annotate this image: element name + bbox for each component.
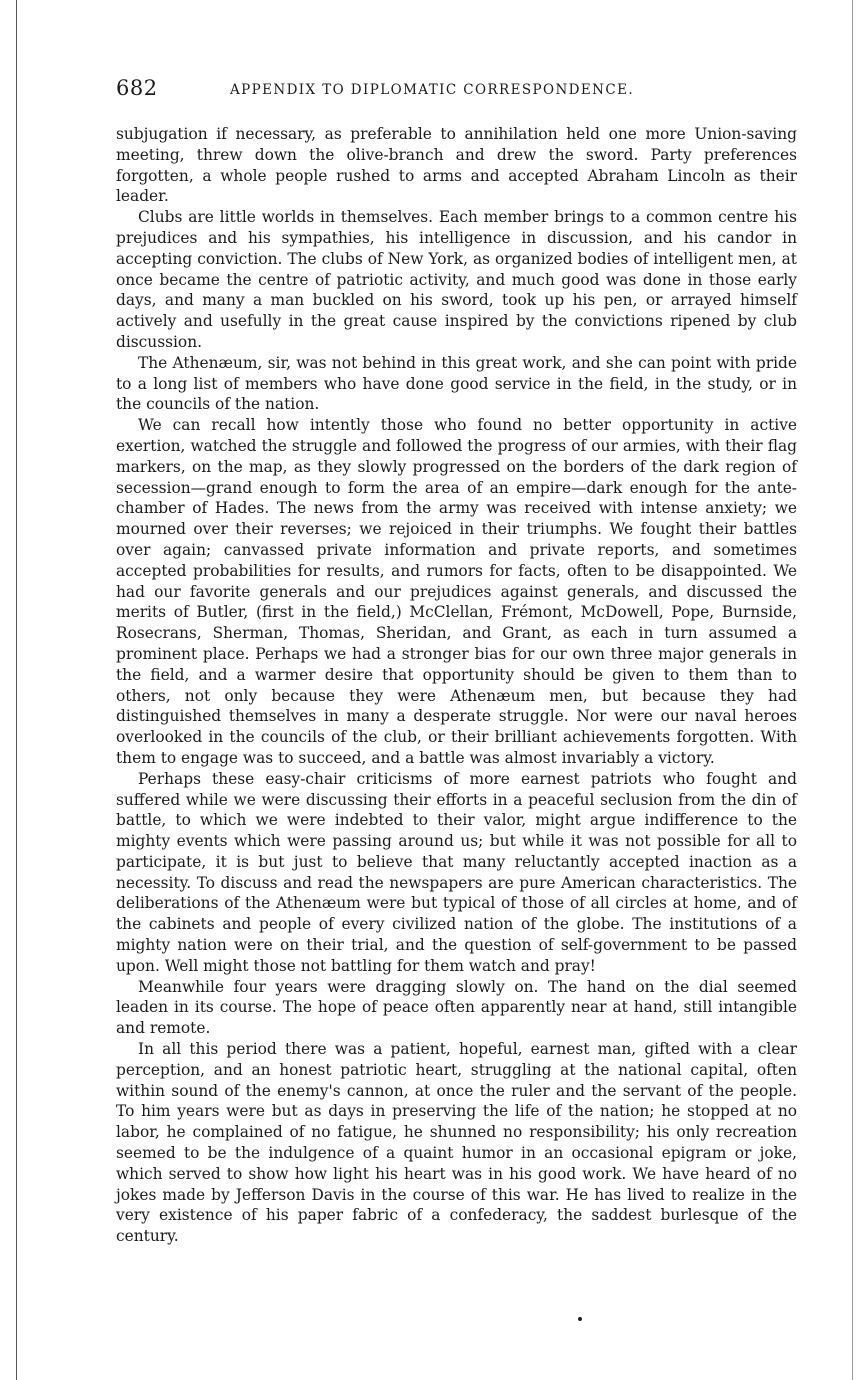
page-edge-rule-right — [852, 0, 853, 1380]
page-header — [116, 76, 816, 104]
body-text — [116, 124, 797, 1247]
running-title: APPENDIX TO DIPLOMATIC CORRESPONDENCE. — [230, 82, 635, 98]
paragraph: subjugation if necessary, as preferable to annihilation held one more Union-saving meeting, threw down the olive-branch and drew the sword. Party preferences forgotten, a whole people rushed to arms and accepted Abraham Lincoln as their leader. — [116, 125, 797, 206]
paragraph: We can recall how intently those who found no better opportunity in active exertion, watched the struggle and followed the progress of our armies, with their flag markers, on the map, as they slowly progressed on the borders of the dark region of secession—grand enough to form the area of an empire—dark enough for the ante-chamber of Hades. The news from the army was received with intense anxiety; we mourned over their reverses; we rejoiced in their triumphs. We fought their battles over again; canvassed private information and private reports, and sometimes accepted probabilities for results, and rumors for facts, often to be disappointed. We had our favorite generals and our prejudices against generals, and discussed the merits of Butler, (first in the field,) McClellan, Frémont, McDowell, Pope, Burnside, Rosecrans, Sherman, Thomas, Sheridan, and Grant, as each in turn assumed a prominent place. Perhaps we had a stronger bias for our own three major generals in the field, and a warmer desire that opportunity should be given to them than to others, not only because they were Athenæum men, but because they had distinguished themselves in many a desperate struggle. Nor were our naval heroes overlooked in the councils of the club, or their brilliant achievements forgotten. With them to engage was to succeed, and a battle was almost invariably a victory. — [116, 416, 797, 767]
paragraph: The Athenæum, sir, was not behind in this great work, and she can point with pride to a long list of members who have done good service in the field, in the study, or in the councils of the nation. — [116, 353, 797, 414]
page-number: 682 — [116, 76, 158, 100]
ink-mark — [578, 1317, 582, 1321]
paragraph: Perhaps these easy-chair criticisms of more earnest patriots who fought and suffered while we were discussing their efforts in a peaceful seclusion from the din of battle, to which we were indebted to their valor, might argue indifference to the mighty events which were passing around us; but while it was not possible for all to participate, it is but just to believe that many reluctantly accepted inaction as a necessity. To discuss and read the newspapers are pure American characteristics. The deliberations of the Athenæum were but typical of those of all circles at home, and of the cabinets and people of every civilized nation of the globe. The institutions of a mighty nation were on their trial, and the question of self-government to be passed upon. Well might those not battling for them watch and pray! — [116, 769, 797, 975]
paragraph: In all this period there was a patient, hopeful, earnest man, gifted with a clear perception, and an honest patriotic heart, struggling at the national capital, often within sound of the enemy's cannon, at once the ruler and the servant of the people. To him years were but as days in preserving the life of the nation; he stopped at no labor, he complained of no fatigue, he shunned no responsibility; his only recreation seemed to be the indulgence of a quaint humor in an occasional epigram or joke, which served to show how light his heart was in his good work. We have heard of no jokes made by Jefferson Davis in the course of this war. He has lived to realize in the very existence of his paper fabric of a confederacy, the saddest burlesque of the century. — [116, 1040, 797, 1246]
paragraph: Meanwhile four years were dragging slowly on. The hand on the dial seemed leaden in its course. The hope of peace often apparently near at hand, still intangible and remote. — [116, 977, 797, 1038]
page-edge-rule — [16, 0, 17, 1380]
paragraph: Clubs are little worlds in themselves. Each member brings to a common centre his prejudices and his sympathies, his intelligence in discussion, and his candor in accepting conviction. The clubs of New York, as organized bodies of intelligent men, at once became the centre of patriotic activity, and much good was done in those early days, and many a man buckled on his sword, took up his pen, or arrayed himself actively and usefully in the great cause inspired by the convictions ripened by club discussion. — [116, 208, 797, 351]
